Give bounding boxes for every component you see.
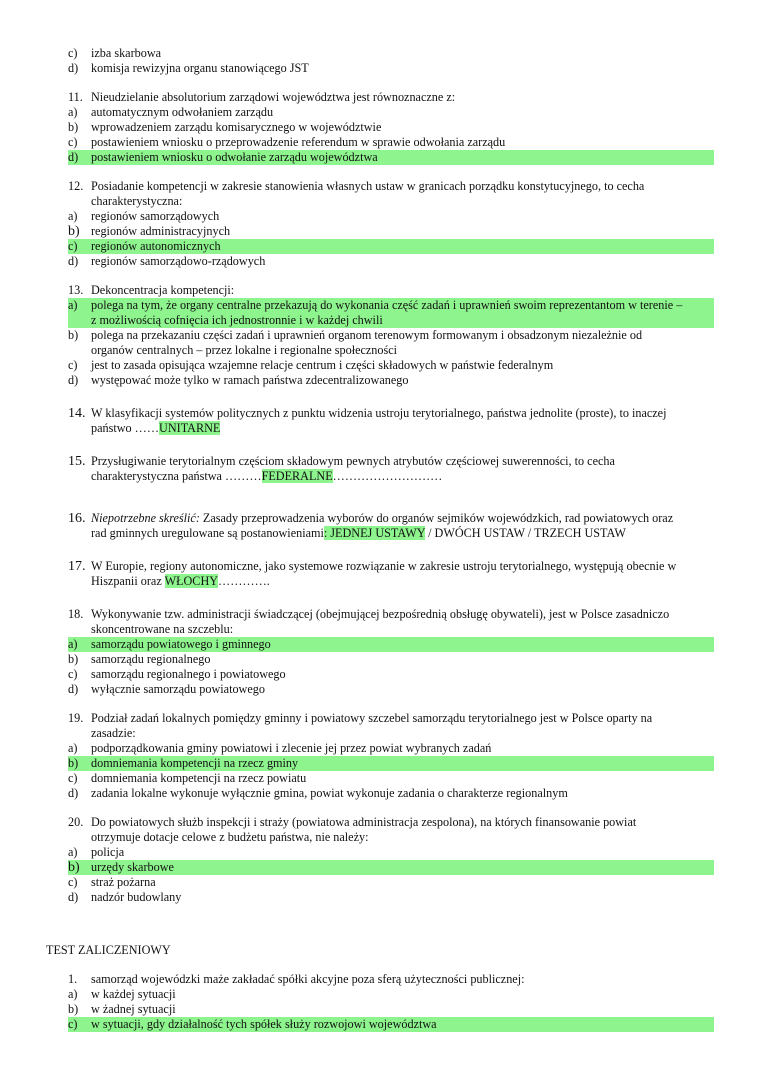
option-d-correct: d) postawieniem wniosku o odwołanie zarządu województwa (68, 150, 714, 165)
question-text: 15. Przysługiwanie terytorialnym częściom składowym pewnych atrybutów częściowej suwerenności, to cecha (68, 454, 615, 469)
question-text: 20. Do powiatowych służb inspekcji i straży (powiatowa administracja zespolona), na których finansowanie powiat (68, 815, 637, 829)
option-d: d) komisja rewizyjna organu stanowiącego JST (68, 61, 309, 75)
option-b-cont: organów centralnych – przez lokalne i regionalne społeczności (91, 343, 398, 357)
option-c: c) samorządu regionalnego i powiatowego (68, 667, 286, 681)
question-12 (68, 179, 714, 269)
option-d: d) regionów samorządowo-rządowych (68, 254, 266, 268)
question-text-cont: Hiszpanii oraz WŁOCHY…………. (91, 574, 270, 588)
question-text-cont: państwo ……UNITARNE (91, 421, 221, 435)
answer-highlight: WŁOCHY (164, 574, 219, 588)
option-b: b) samorządu regionalnego (68, 652, 211, 666)
question-text: 13. Dekoncentracja kompetencji: (68, 283, 235, 297)
answer-highlight: : JEDNEJ USTAWY (323, 526, 426, 540)
option-a: a) w każdej sytuacji (68, 987, 176, 1001)
question-text: 11. Nieudzielanie absolutorium zarządowi województwa jest równoznaczne z: (68, 90, 456, 104)
question-11 (68, 90, 714, 165)
option-c: c) izba skarbowa (68, 46, 162, 60)
option-a: a) policja (68, 845, 125, 859)
question-16 (68, 511, 714, 541)
question-text-cont: zasadzie: (91, 726, 136, 740)
question-text: 17. W Europie, regiony autonomiczne, jako systemowe rozwiązanie w zakresie ustroju terytorialnego, występują obecnie w (68, 559, 677, 574)
option-b: b) regionów administracyjnych (68, 224, 231, 239)
option-c: c) domniemania kompetencji na rzecz powiatu (68, 771, 307, 785)
question-text: 1. samorząd wojewódzki maże zakładać spółki akcyjne poza sferą użyteczności publicznej: (68, 972, 525, 986)
previous-question-tail (68, 46, 714, 76)
question-text: 12. Posiadanie kompetencji w zakresie stanowienia własnych ustaw w granicach porządku konstytucyjnego, to cecha (68, 179, 645, 193)
answer-highlight: UNITARNE (159, 421, 221, 435)
option-c: c) postawieniem wniosku o przeprowadzenie referendum w sprawie odwołania zarządu (68, 135, 506, 149)
question-20 (68, 815, 714, 905)
option-d: d) wyłącznie samorządu powiatowego (68, 682, 265, 696)
option-d: d) występować może tylko w ramach państwa zdecentralizowanego (68, 373, 409, 387)
option-d: d) zadania lokalne wykonuje wyłącznie gmina, powiat wykonuje zadania o charakterze regionalnym (68, 786, 568, 800)
question-13 (68, 283, 714, 388)
option-c: c) straż pożarna (68, 875, 156, 889)
question-text-cont: otrzymuje dotacje celowe z budżetu państwa, nie należy: (91, 830, 369, 844)
option-b: b) polega na przekazaniu części zadań i uprawnień organom terenowym formowanym i obsadzonym niezależnie od (68, 328, 643, 342)
question-text-cont: rad gminnych uregulowane są postanowieniami: JEDNEJ USTAWY / DWÓCH USTAW / TRZECH USTAW (91, 526, 626, 540)
question-text: 16. Niepotrzebne skreślić: Zasady przeprowadzenia wyborów do organów sejmików wojewódzkich, rad powiatowych oraz (68, 511, 674, 526)
option-b-correct: b) urzędy skarbowe (68, 860, 714, 875)
option-b: b) wprowadzeniem zarządu komisarycznego w województwie (68, 120, 382, 134)
option-c-correct: c) regionów autonomicznych (68, 239, 714, 254)
question-text: 19. Podział zadań lokalnych pomiędzy gminny i powiatowy szczebel samorządu terytorialnego jest w Polsce oparty na (68, 711, 653, 725)
option-c: c) jest to zasada opisująca wzajemne relacje centrum i części składowych w państwie federalnym (68, 358, 554, 372)
question-18 (68, 607, 714, 697)
option-a-correct-cont: z możliwością cofnięcia ich jednostronnie i w każdej chwili (68, 313, 714, 328)
document-page (46, 46, 714, 1032)
option-d: d) nadzór budowlany (68, 890, 182, 904)
question-17 (68, 559, 714, 589)
test-question-1 (68, 972, 714, 1032)
section-title: TEST ZALICZENIOWY (46, 943, 171, 957)
question-text: 14. W klasyfikacji systemów politycznych z punktu widzenia ustroju terytorialnego, państwa jednolite (proste), to inaczej (68, 406, 667, 421)
option-b: b) w żadnej sytuacji (68, 1002, 176, 1016)
option-c-correct: c) w sytuacji, gdy działalność tych spółek służy rozwojowi województwa (68, 1017, 714, 1032)
option-a-correct: a) polega na tym, że organy centralne przekazują do wykonania część zadań i uprawnień swoim reprezentantom w terenie – (68, 298, 714, 313)
question-14 (68, 406, 714, 436)
option-b-correct: b) domniemania kompetencji na rzecz gminy (68, 756, 714, 771)
option-a: a) automatycznym odwołaniem zarządu (68, 105, 274, 119)
option-a: a) regionów samorządowych (68, 209, 220, 223)
question-text-cont: charakterystyczna państwa ………FEDERALNE……………………… (91, 469, 443, 483)
question-15 (68, 454, 714, 484)
answer-highlight: FEDERALNE (261, 469, 333, 483)
option-a: a) podporządkowania gminy powiatowi i zlecenie jej przez powiat wybranych zadań (68, 741, 492, 755)
question-text: 18. Wykonywanie tzw. administracji świadczącej (obejmującej bezpośrednią obsługę obywateli), jest w Polsce zasadniczo (68, 607, 670, 621)
question-text-cont: skoncentrowane na szczeblu: (91, 622, 234, 636)
question-text-cont: charakterystyczna: (91, 194, 183, 208)
question-19 (68, 711, 714, 801)
option-a-correct: a) samorządu powiatowego i gminnego (68, 637, 714, 652)
